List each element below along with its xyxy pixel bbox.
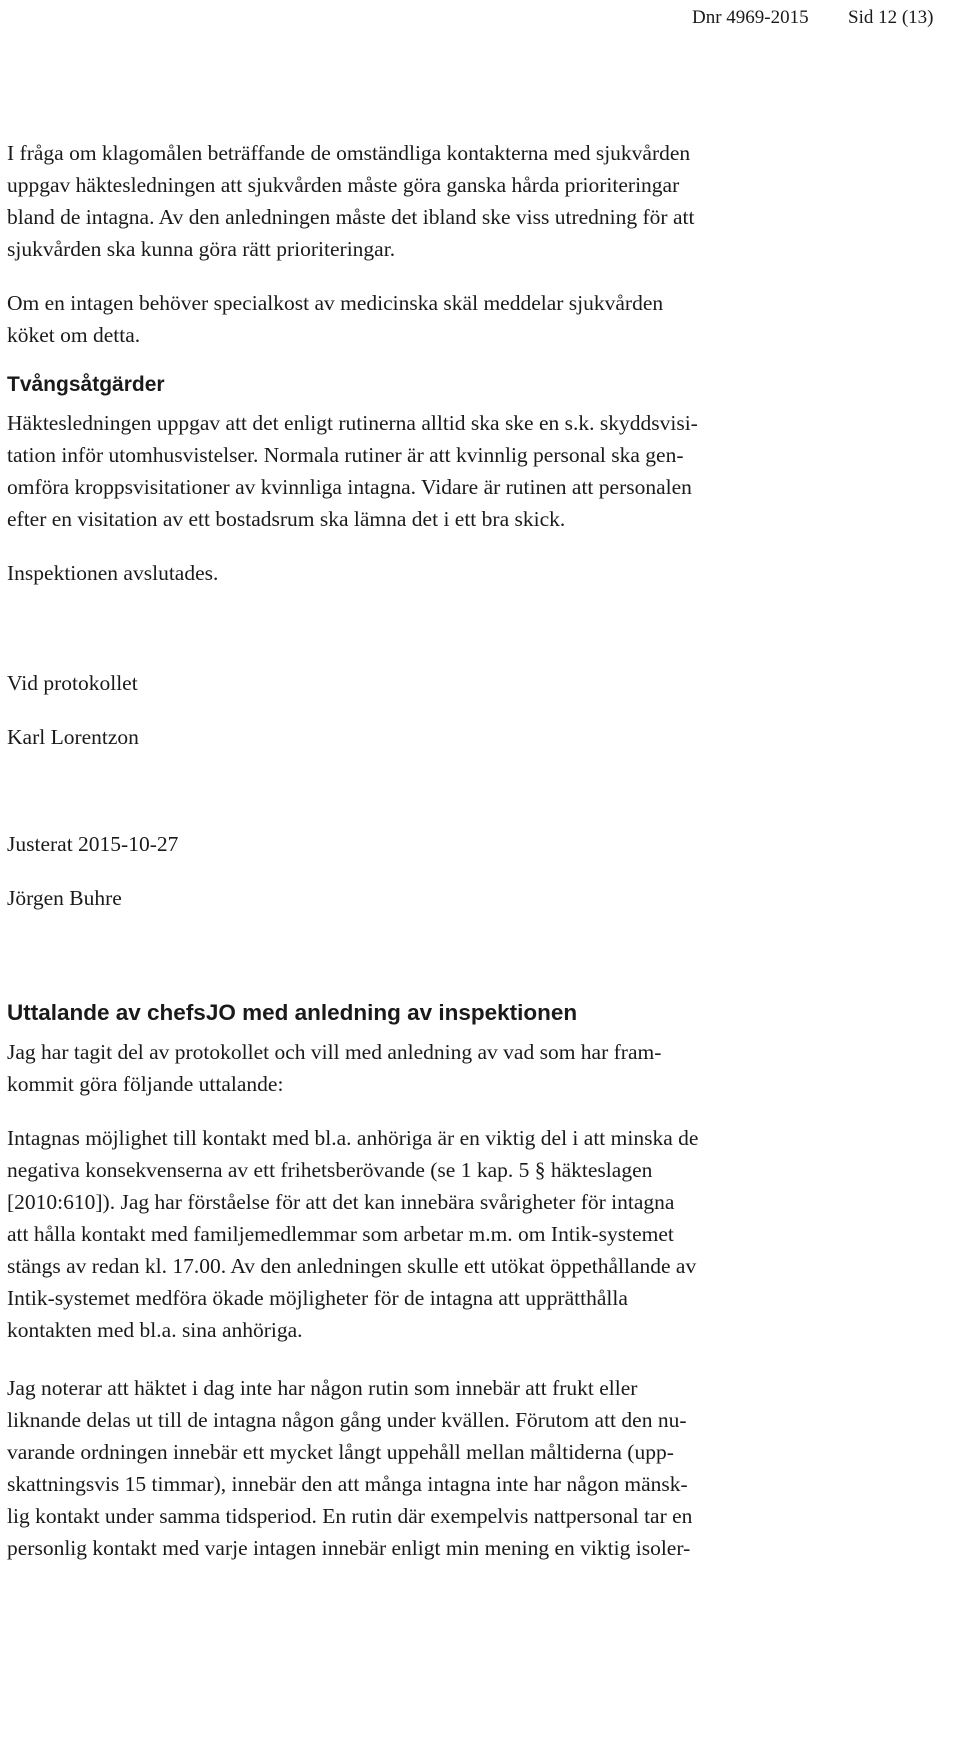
- paragraph: Jag noterar att häktet i dag inte har någon rutin som innebär att frukt eller liknande delas ut till de intagna någon gång under kvällen. Förutom att den nu- varande ordningen innebär ett mycket långt uppehåll mellan måltiderna (upp- skattningsvis 15 timmar), innebär den att många intagna inte har någon mänsk- lig kontakt under samma tidsperiod. En rutin där exempelvis nattpersonal tar en personlig kontakt med varje intagen innebär enligt min mening en viktig isoler-: [7, 1376, 693, 1560]
- signature-justerat-label: Justerat 2015-10-27: [7, 832, 179, 856]
- section-sjukvard: [7, 137, 947, 265]
- paragraph: Häktesledningen uppgav att det enligt rutinerna alltid ska ske en s.k. skyddsvisi- tation inför utomhusvistelser. Normala rutiner är att kvinnlig personal ska gen- omföra kroppsvisitationer av kvinnliga intagna. Vidare är rutinen att personalen efter en visitation av ett bostadsrum ska lämna det i ett bra skick.: [7, 411, 698, 531]
- section-uttalande-frukt: [7, 1372, 947, 1564]
- paragraph: Jag har tagit del av protokollet och vill med anledning av vad som har fram- kommit göra följande uttalande:: [7, 1040, 662, 1096]
- signature-protokoll-label: Vid protokollet: [7, 671, 138, 695]
- paragraph: Intagnas möjlighet till kontakt med bl.a. anhöriga är en viktig del i att minska de negativa konsekvenserna av ett frihetsberövande (se 1 kap. 5 § häkteslagen [2010:610]). Jag har förståelse för att det kan innebära svårigheter för intagna att hålla kontakt med familjemedlemmar som arbetar m.m. om Intik-systemet stängs av redan kl. 17.00. Av den anledningen skulle ett utökat öppethållande av Intik-systemet medföra ökade möjligheter för de intagna att upprätthålla kontakten med bl.a. sina anhöriga.: [7, 1126, 699, 1342]
- section-uttalande-intro: [7, 1036, 947, 1100]
- section-avslutades: [7, 557, 947, 589]
- heading-tvangsatgarder-wrap: [7, 370, 947, 400]
- signature-justerat-name: Jörgen Buhre: [7, 886, 122, 910]
- signature-protokoll-name: Karl Lorentzon: [7, 725, 139, 749]
- heading-uttalande-wrap: [7, 998, 947, 1028]
- page-number: Sid 12 (13): [848, 7, 934, 28]
- paragraph: I fråga om klagomålen beträffande de omständliga kontakterna med sjukvården uppgav häktesledningen att sjukvården måste göra ganska hårda prioriteringar bland de intagna. Av den anledningen måste det ibland ske viss utredning för att sjukvården ska kunna göra rätt prioriteringar.: [7, 141, 695, 261]
- section-heading: Tvångsåtgärder: [7, 373, 165, 396]
- page-header: [0, 4, 960, 34]
- section-heading: Uttalande av chefsJO med anledning av inspektionen: [7, 1000, 578, 1025]
- section-uttalande-kontakt: [7, 1122, 947, 1346]
- paragraph: Om en intagen behöver specialkost av medicinska skäl meddelar sjukvården köket om detta.: [7, 291, 664, 347]
- paragraph: Inspektionen avslutades.: [7, 561, 219, 585]
- document-number: Dnr 4969-2015: [692, 7, 809, 28]
- section-specialkost: [7, 287, 947, 351]
- section-tvangsatgarder: [7, 407, 947, 535]
